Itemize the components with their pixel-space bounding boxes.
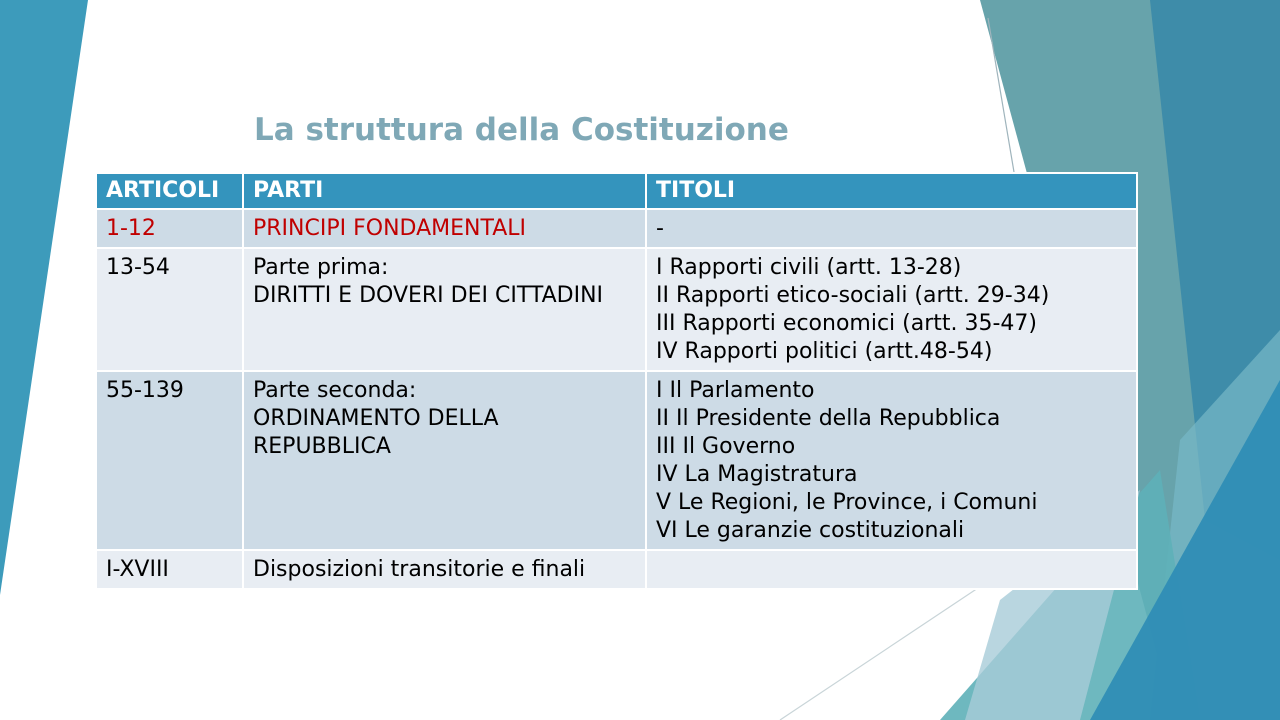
cell-titoli bbox=[646, 248, 1137, 371]
parti-line: Disposizioni transitorie e finali bbox=[253, 557, 586, 582]
titoli-line: IV La Magistratura bbox=[656, 462, 858, 487]
titoli-line: IV Rapporti politici (artt.48-54) bbox=[656, 339, 993, 364]
table-header-row bbox=[96, 173, 1137, 209]
titoli-line: I Rapporti civili (artt. 13-28) bbox=[656, 255, 962, 280]
titoli-line: V Le Regioni, le Province, i Comuni bbox=[656, 490, 1038, 515]
parti-line: PRINCIPI FONDAMENTALI bbox=[253, 216, 526, 241]
cell-titoli bbox=[646, 371, 1137, 550]
cell-parti bbox=[243, 371, 646, 550]
titoli-line: III Rapporti economici (artt. 35-47) bbox=[656, 311, 1038, 336]
cell-parti bbox=[243, 248, 646, 371]
cell-parti bbox=[243, 550, 646, 589]
cell-articoli: 1-12 bbox=[96, 209, 243, 248]
table-row bbox=[96, 550, 1137, 589]
cell-parti bbox=[243, 209, 646, 248]
parti-line: Parte seconda: bbox=[253, 378, 417, 403]
parti-line: ORDINAMENTO DELLA bbox=[253, 406, 499, 431]
constitution-structure-table bbox=[95, 172, 1138, 590]
header-titoli: TITOLI bbox=[646, 173, 1137, 209]
table-row bbox=[96, 209, 1137, 248]
cell-articoli: 55-139 bbox=[96, 371, 243, 550]
cell-articoli: I-XVIII bbox=[96, 550, 243, 589]
cell-titoli bbox=[646, 550, 1137, 589]
cell-articoli: 13-54 bbox=[96, 248, 243, 371]
titoli-line: VI Le garanzie costituzionali bbox=[656, 518, 965, 543]
cell-titoli bbox=[646, 209, 1137, 248]
header-articoli: ARTICOLI bbox=[96, 173, 243, 209]
titoli-line: II Rapporti etico-sociali (artt. 29-34) bbox=[656, 283, 1050, 308]
titoli-line: I Il Parlamento bbox=[656, 378, 815, 403]
slide-title: La struttura della Costituzione bbox=[254, 112, 789, 148]
table-row bbox=[96, 371, 1137, 550]
titoli-line: III Il Governo bbox=[656, 434, 796, 459]
left-wedge-shape bbox=[0, 0, 88, 595]
table-row bbox=[96, 248, 1137, 371]
parti-line: REPUBBLICA bbox=[253, 434, 391, 459]
parti-line: DIRITTI E DOVERI DEI CITTADINI bbox=[253, 283, 604, 308]
titoli-line: II Il Presidente della Repubblica bbox=[656, 406, 1001, 431]
titoli-line: - bbox=[656, 216, 664, 241]
parti-line: Parte prima: bbox=[253, 255, 389, 280]
header-parti: PARTI bbox=[243, 173, 646, 209]
